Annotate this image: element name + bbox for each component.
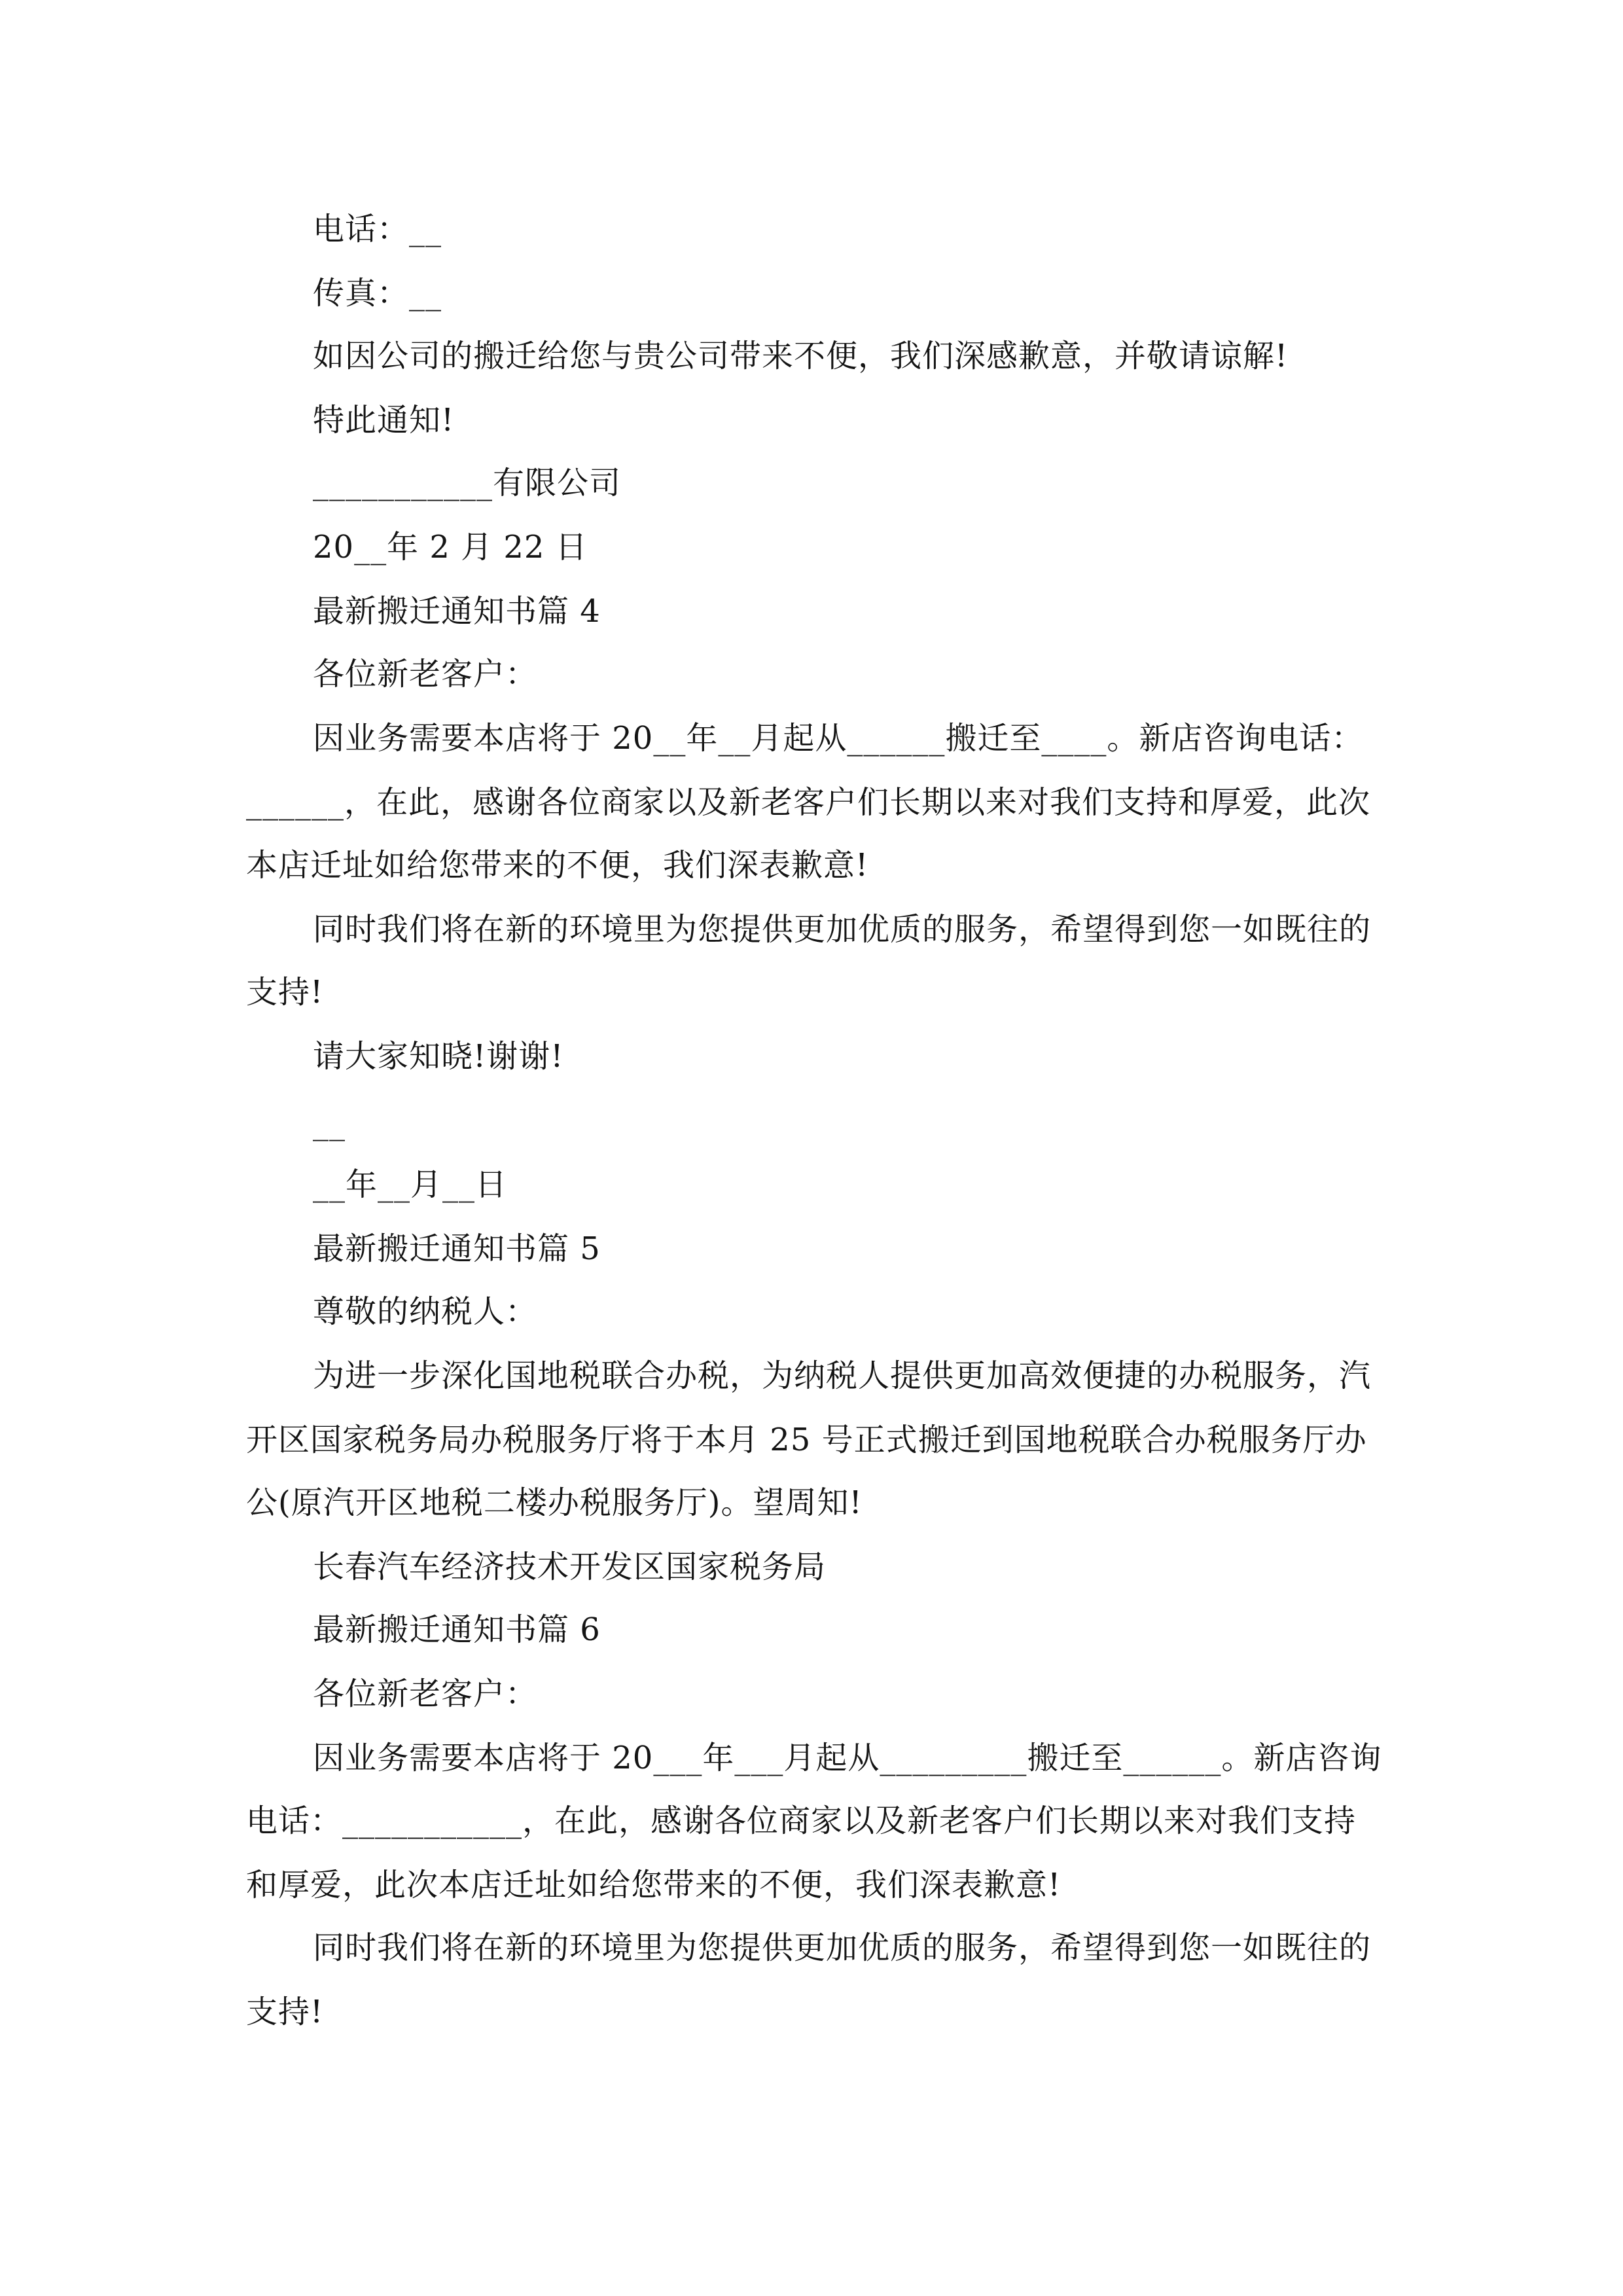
date-line-4: __年__月__日 <box>313 1166 508 1203</box>
greeting-4: 各位新老客户： <box>313 656 538 692</box>
company-signature: ___________有限公司 <box>313 465 622 501</box>
paragraph-4b-line-2: 支持! <box>246 974 324 1011</box>
apology-line: 如因公司的搬迁给您与贵公司带来不便，我们深感歉意，并敬请谅解! <box>313 338 1289 374</box>
paragraph-6b-line-2: 支持! <box>246 1994 324 2030</box>
signature-5: 长春汽车经济技术开发区国家税务局 <box>313 1549 827 1585</box>
paragraph-5-line-3: 公(原汽开区地税二楼办税服务厅)。望周知! <box>246 1484 863 1521</box>
section-heading-5: 最新搬迁通知书篇 5 <box>313 1230 601 1267</box>
paragraph-6-line-3: 和厚爱，此次本店迁址如给您带来的不便，我们深表歉意! <box>246 1867 1061 1903</box>
paragraph-4-line-2: ______，在此，感谢各位商家以及新老客户们长期以来对我们支持和厚爱，此次 <box>246 784 1371 821</box>
paragraph-6-line-1: 因业务需要本店将于 20___年___月起从_________搬迁至______。新店咨询 <box>313 1740 1382 1776</box>
greeting-6: 各位新老客户： <box>313 1676 538 1712</box>
paragraph-5-line-1: 为进一步深化国地税联合办税，为纳税人提供更加高效便捷的办税服务，汽 <box>313 1357 1372 1394</box>
paragraph-5-line-2: 开区国家税务局办税服务厅将于本月 25 号正式搬迁到国地税联合办税服务厅办 <box>246 1422 1367 1458</box>
paragraph-4-line-3: 本店迁址如给您带来的不便，我们深表歉意! <box>246 847 869 884</box>
thanks-line-4: 请大家知晓!谢谢! <box>313 1038 564 1075</box>
paragraph-6b-line-1: 同时我们将在新的环境里为您提供更加优质的服务，希望得到您一如既往的 <box>313 1929 1372 1966</box>
paragraph-6-line-2: 电话：___________，在此，感谢各位商家以及新老客户们长期以来对我们支持 <box>246 1803 1357 1839</box>
fax-line: 传真：__ <box>313 275 442 312</box>
greeting-5: 尊敬的纳税人： <box>313 1293 538 1330</box>
paragraph-4b-line-1: 同时我们将在新的环境里为您提供更加优质的服务，希望得到您一如既往的 <box>313 911 1372 948</box>
signature-4: __ <box>313 1105 346 1141</box>
notice-line: 特此通知! <box>313 402 455 439</box>
paragraph-4-line-1: 因业务需要本店将于 20__年__月起从______搬迁至____。新店咨询电话： <box>313 720 1364 757</box>
section-heading-6: 最新搬迁通知书篇 6 <box>313 1611 601 1648</box>
section-heading-4: 最新搬迁通知书篇 4 <box>313 593 601 630</box>
tel-line: 电话：__ <box>313 211 442 247</box>
date-line: 20__年 2 月 22 日 <box>313 529 588 565</box>
